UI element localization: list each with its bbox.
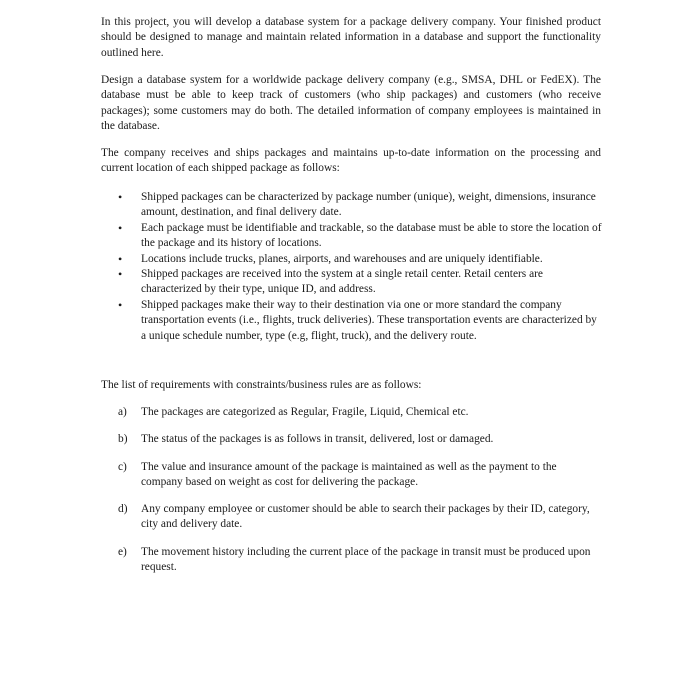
intro-paragraph: In this project, you will develop a database system for a package delivery company. Your finished product should be designed to manage and maintain related information in a database and support the functionality outlined here. [101, 16, 601, 59]
receives-paragraph: The company receives and ships packages and maintains up-to-date information on the processing and current location of each shipped package as follows: [101, 147, 601, 175]
bullet-dot-icon: • [118, 190, 123, 204]
bullet-item: • Locations include trucks, planes, airports, and warehouses and are uniquely identifiable. [118, 251, 543, 266]
bullet-item: • Each package must be identifiable and trackable, so the database must be able to store the location of the package and its history of locations. [118, 220, 602, 250]
bullet-item: • Shipped packages can be characterized by package number (unique), weight, dimensions, insurance amount, destination, and final delivery date. [118, 190, 596, 219]
bullet-dot-icon: • [118, 220, 123, 235]
bullet-dot-icon: • [118, 297, 123, 312]
bullet-dot-icon: • [118, 267, 123, 282]
requirements-list [118, 405, 598, 587]
package-bullet-list [114, 190, 604, 344]
bullet-item: • Shipped packages make their way to their destination via one or more standard the company transportation events (i.e., flights, truck deliveries). These transportation events are characterized by a unique schedule number, type (e.g, flight, truck), and the delivery route. [118, 297, 597, 342]
requirement-item: d) Any company employee or customer should be able to search their packages by their ID, category, city and delivery date. [118, 503, 590, 531]
bullet-item: • Shipped packages are received into the system at a single retail center. Retail centers are characterized by their type, unique ID, and address. [118, 267, 543, 296]
requirement-item: a) The packages are categorized as Regular, Fragile, Liquid, Chemical etc. [118, 406, 469, 418]
bullet-dot-icon: • [118, 251, 123, 266]
design-paragraph: Design a database system for a worldwide package delivery company (e.g., SMSA, DHL or FedEX). The database must be able to keep track of customers (who ship packages) and customers (who receive packages); some customers may do both. The detailed information of company employees is maintained in the database. [101, 74, 601, 132]
requirement-item: b) The status of the packages is as follows in transit, delivered, lost or damaged. [118, 433, 494, 446]
requirement-item: e) The movement history including the current place of the package in transit must be produced upon request. [118, 545, 591, 574]
requirement-item: c) The value and insurance amount of the package is maintained as well as the payment to the company based on weight as cost for delivering the package. [118, 460, 557, 488]
requirements-intro: The list of requirements with constraints/business rules are as follows: [101, 379, 422, 391]
